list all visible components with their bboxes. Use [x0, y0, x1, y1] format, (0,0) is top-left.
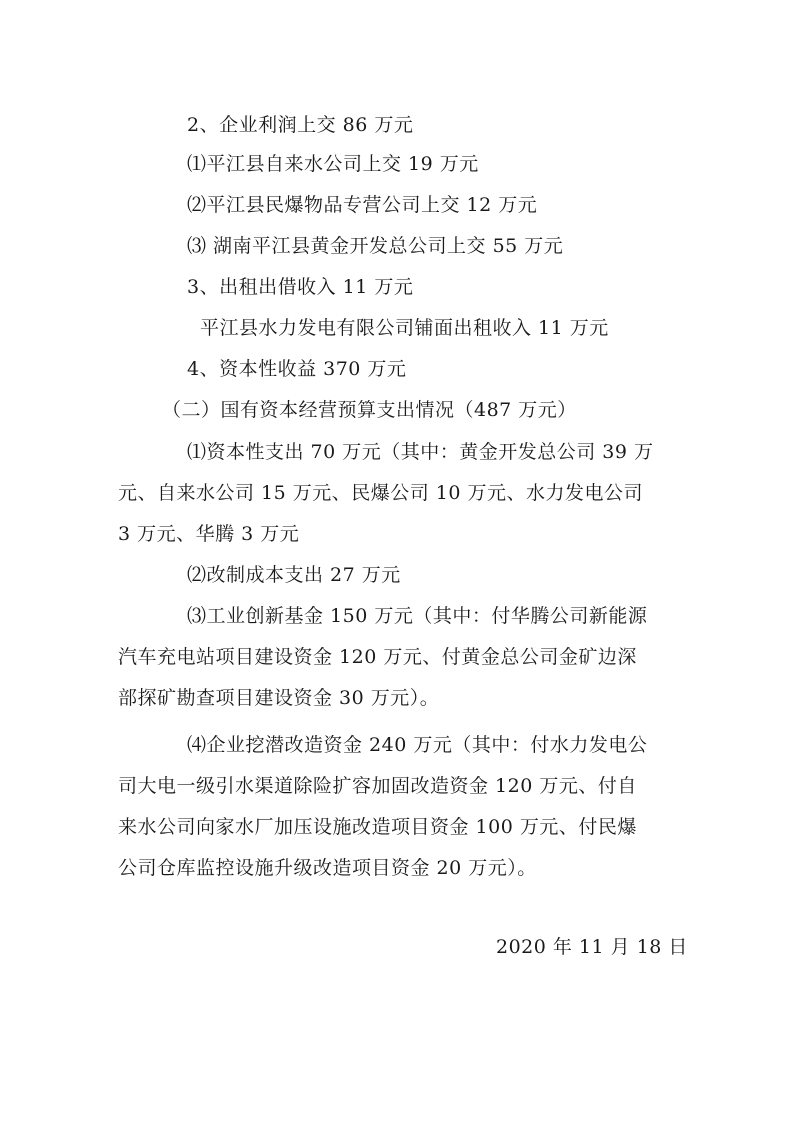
- paragraph-line: 司大电一级引水渠道除险扩容加固改造资金 120 万元、付自: [118, 775, 637, 797]
- paragraph-line: 部探矿勘查项目建设资金 30 万元）。: [118, 687, 440, 709]
- paragraph-line: ⑶工业创新基金 150 万元（其中：付华腾公司新能源: [187, 605, 648, 627]
- paragraph-line: 来水公司向家水厂加压设施改造项目资金 100 万元、付民爆: [118, 816, 637, 838]
- paragraph-line: 4、资本性收益 370 万元: [187, 358, 407, 380]
- paragraph-line: 公司仓库监控设施升级改造项目资金 20 万元）。: [118, 857, 537, 879]
- paragraph-line: ⑴资本性支出 70 万元（其中：黄金开发总公司 39 万: [187, 441, 654, 463]
- paragraph-line: 汽车充电站项目建设资金 120 万元、付黄金总公司金矿边深: [118, 646, 637, 668]
- paragraph-line: ⑵平江县民爆物品专营公司上交 12 万元: [187, 194, 538, 216]
- paragraph-line: ⑵改制成本支出 27 万元: [187, 564, 401, 586]
- paragraph-line: 3、出租出借收入 11 万元: [187, 276, 414, 298]
- paragraph-line: ⑶ 湖南平江县黄金开发总公司上交 55 万元: [187, 235, 564, 257]
- paragraph-line: ⑴平江县自来水公司上交 19 万元: [187, 153, 479, 175]
- paragraph-line: 平江县水力发电有限公司铺面出租收入 11 万元: [200, 317, 609, 339]
- section-heading: （二）国有资本经营预算支出情况（487 万元）: [162, 399, 577, 421]
- paragraph-line: 2、企业利润上交 86 万元: [187, 114, 414, 136]
- paragraph-line: 3 万元、华腾 3 万元: [118, 523, 300, 545]
- paragraph-line: 元、自来水公司 15 万元、民爆公司 10 万元、水力发电公司: [118, 482, 644, 504]
- paragraph-line: ⑷企业挖潜改造资金 240 万元（其中：付水力发电公: [187, 734, 648, 756]
- document-date: 2020 年 11 月 18 日: [496, 936, 688, 958]
